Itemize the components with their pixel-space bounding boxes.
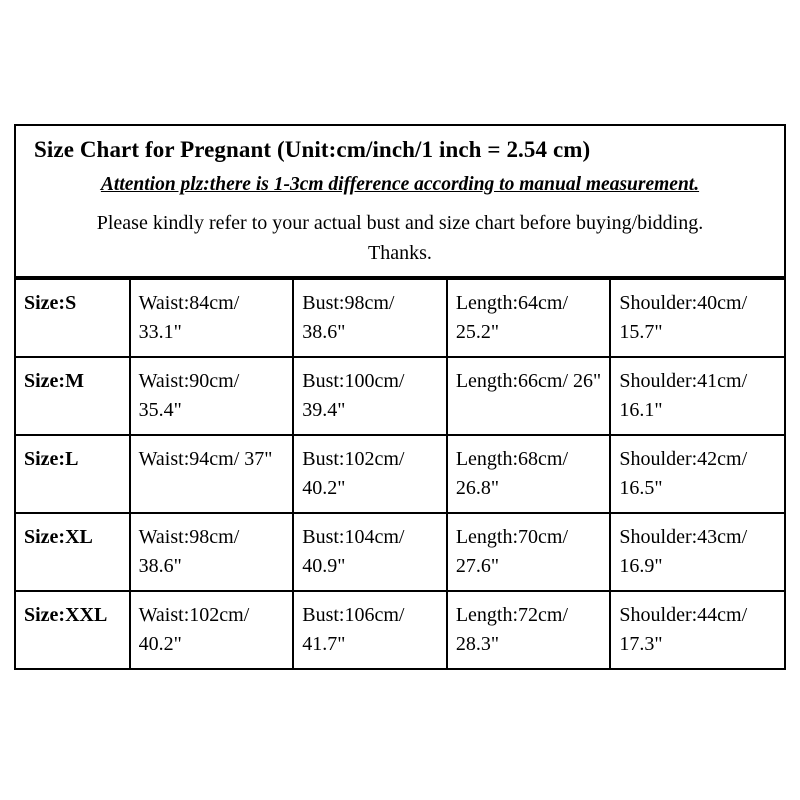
table-row bbox=[16, 513, 784, 591]
length-value: Length:72cm/ 28.3" bbox=[447, 591, 611, 668]
size-label: Size:XXL bbox=[16, 591, 130, 668]
shoulder-value: Shoulder:41cm/ 16.1" bbox=[610, 357, 784, 435]
attention-note: Attention plz:there is 1-3cm difference according to manual measurement. bbox=[100, 173, 700, 195]
size-label: Size:L bbox=[16, 435, 130, 513]
waist-value: Waist:94cm/ 37" bbox=[130, 435, 294, 513]
buying-note-line1: Please kindly refer to your actual bust and size chart before buying/bidding. bbox=[96, 212, 704, 235]
waist-value: Waist:84cm/ 33.1" bbox=[130, 279, 294, 357]
bust-value: Bust:98cm/ 38.6" bbox=[293, 279, 447, 357]
shoulder-value: Shoulder:43cm/ 16.9" bbox=[610, 513, 784, 591]
length-value: Length:70cm/ 27.6" bbox=[447, 513, 611, 591]
page-title: Size Chart for Pregnant (Unit:cm/inch/1 inch = 2.54 cm) bbox=[34, 137, 591, 162]
bust-value: Bust:106cm/ 41.7" bbox=[293, 591, 447, 668]
bust-value: Bust:100cm/ 39.4" bbox=[293, 357, 447, 435]
bust-value: Bust:104cm/ 40.9" bbox=[293, 513, 447, 591]
length-value: Length:66cm/ 26" bbox=[447, 357, 611, 435]
size-chart-container bbox=[14, 124, 786, 670]
size-label: Size:XL bbox=[16, 513, 130, 591]
table-row bbox=[16, 591, 784, 668]
table-row bbox=[16, 357, 784, 435]
length-value: Length:68cm/ 26.8" bbox=[447, 435, 611, 513]
table-row bbox=[16, 279, 784, 357]
bust-value: Bust:102cm/ 40.2" bbox=[293, 435, 447, 513]
chart-header bbox=[16, 126, 784, 278]
buying-note bbox=[26, 208, 774, 268]
waist-value: Waist:98cm/ 38.6" bbox=[130, 513, 294, 591]
shoulder-value: Shoulder:44cm/ 17.3" bbox=[610, 591, 784, 668]
size-label: Size:S bbox=[16, 279, 130, 357]
size-label: Size:M bbox=[16, 357, 130, 435]
buying-note-line2: Thanks. bbox=[368, 242, 432, 265]
length-value: Length:64cm/ 25.2" bbox=[447, 279, 611, 357]
shoulder-value: Shoulder:42cm/ 16.5" bbox=[610, 435, 784, 513]
waist-value: Waist:90cm/ 35.4" bbox=[130, 357, 294, 435]
size-table bbox=[16, 278, 784, 668]
shoulder-value: Shoulder:40cm/ 15.7" bbox=[610, 279, 784, 357]
table-row bbox=[16, 435, 784, 513]
waist-value: Waist:102cm/ 40.2" bbox=[130, 591, 294, 668]
